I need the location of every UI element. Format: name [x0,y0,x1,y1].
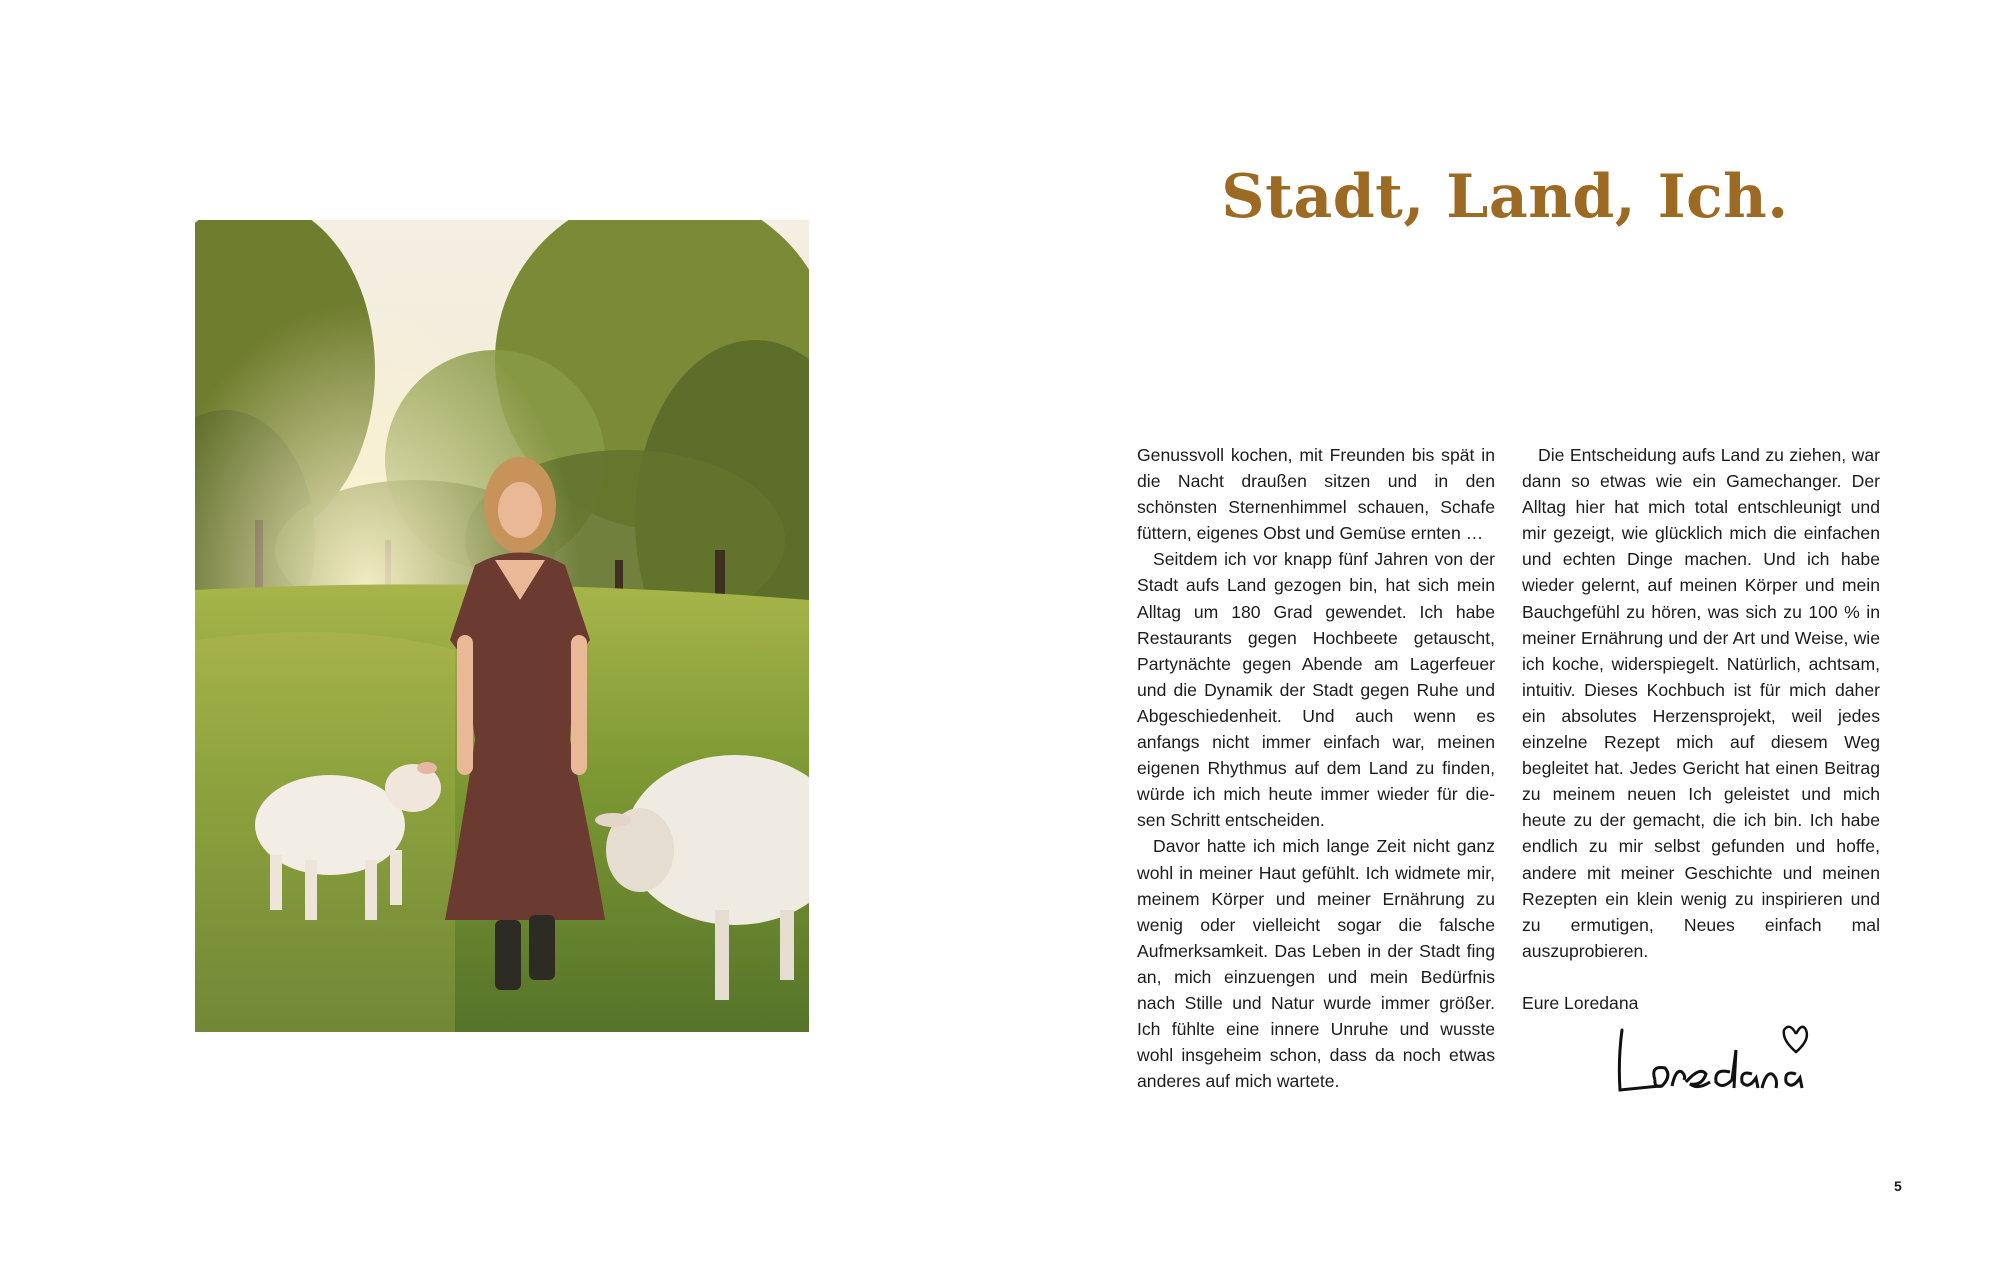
paragraph: Davor hatte ich mich lange Zeit nicht ganz wohl in meiner Haut gefühlt. Ich widmete mir, meinem Körper und meiner Ernährung zu wenig oder vielleicht sogar die falsche Aufmerksamkeit. Das Leben in der Stadt fing an, mich einzuengen und mein Bedürfnis nach Stille und Natur wurde immer größer. Ich fühlte eine innere Unruhe und wusste wohl insgeheim schon, dass da noch etwas anderes auf mich wartete. [1137,836,1495,1092]
page-title: Stadt, Land, Ich. [1221,162,1789,232]
paragraph: Die Entscheidung aufs Land zu ziehen, war dann so etwas wie ein Gamechanger. Der Alltag hier hat mich total entschleunigt und mir gezeigt, wie glücklich mich die einfachen und echten Dinge machen. Und ich habe wieder gelernt, auf meinen Körper und mein Bauchgefühl zu hören, was sich zu 100 % in meiner Ernährung und der Art und Weise, wie ich koche, widerspiegelt. Natürlich, achtsam, intuitiv. Dieses Kochbuch ist für mich daher ein absolutes Herzensprojekt, weil jedes einzelne Rezept mich auf diesem Weg begleitet hat. Jedes Gericht hat einen Beitrag zu meinem neuen Ich geleistet und mich heute zu der gemacht, die ich bin. Ich habe endlich zu mir selbst gefunden und hoffe, andere mit meiner Geschichte und meinen Rezepten ein klein wenig zu inspirieren und zu ermutigen, Neues einfach mal auszuprobieren. [1522,445,1880,961]
page-number: 5 [1894,1178,1902,1194]
text-column-left [1137,442,1495,1094]
paragraph: Seitdem ich vor knapp fünf Jahren von der Stadt aufs Land gezogen bin, hat sich mein Alltag um 180 Grad gewendet. Ich habe Restaurants gegen Hochbeete getauscht, Partynächte gegen Abende am Lagerfeuer und die Dynamik der Stadt gegen Ruhe und Abgeschiedenheit. Und auch wenn es anfangs nicht immer einfach war, meinen eigenen Rhythmus auf dem Land zu finden, würde ich mich heute immer wieder für diesen Schritt entscheiden. [1137,549,1495,831]
greeting: Eure Loredana [1522,992,1639,1013]
handwritten-signature [1610,1010,1810,1110]
paragraph: Genussvoll kochen, mit Freunden bis spät in die Nacht draußen sitzen und in den schönsten Sternenhimmel schauen, Schafe füttern, eigenes Obst und Gemüse ernten … [1137,445,1495,544]
photo-illustration [195,220,809,1032]
portrait-photo [195,220,809,1032]
text-column-right [1522,442,1880,1016]
